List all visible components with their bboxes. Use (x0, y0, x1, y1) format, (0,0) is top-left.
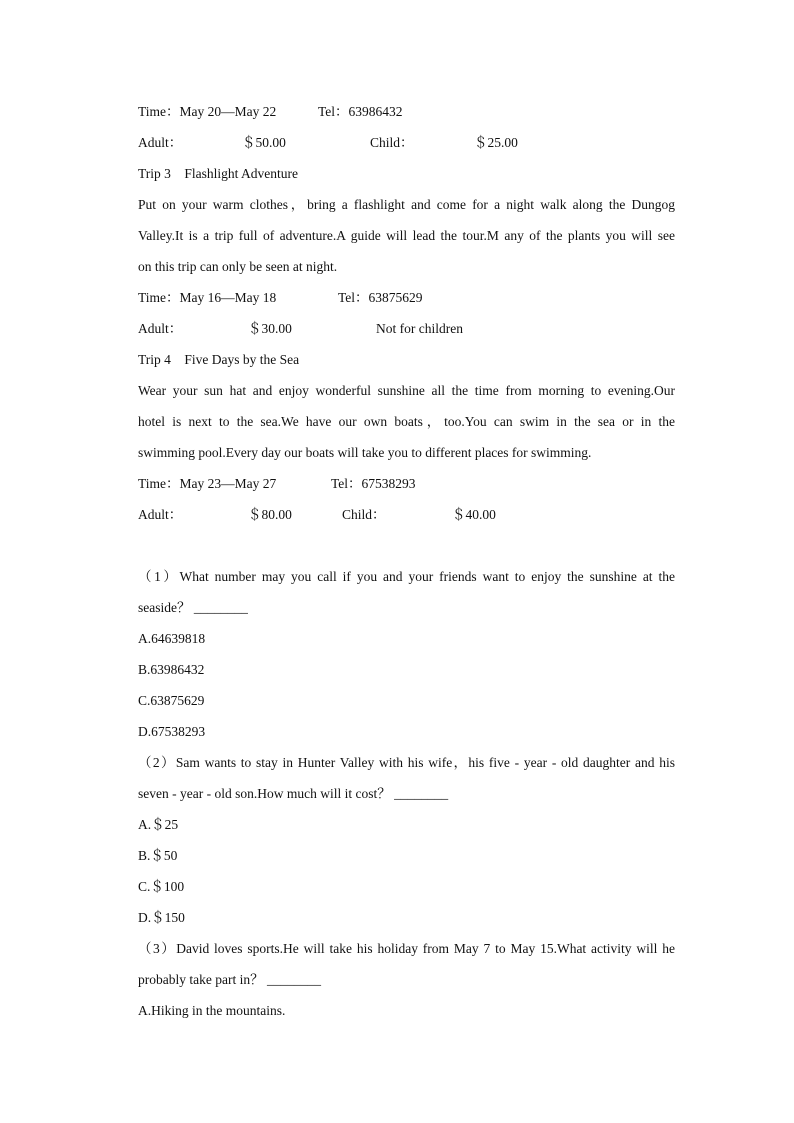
trip4-desc-line2: hotel is next to the sea.We have our own boats，too.You can swim in the sea or in the (138, 414, 675, 429)
q1-option-b: B.63986432 (138, 662, 205, 677)
trip4-time: Time：May 23—May 27 (138, 476, 277, 491)
trip4-tel: Tel：67538293 (331, 476, 416, 491)
trip4-desc-line3: swimming pool.Every day our boats will take you to different places for swimming. (138, 445, 592, 460)
q1-option-a: A.64639818 (138, 631, 206, 646)
q3-option-a: A.Hiking in the mountains. (138, 1003, 286, 1018)
trip3-desc-line2: Valley.It is a trip full of adventure.A guide will lead the tour.M any of the plants you will see (138, 228, 675, 243)
trip3-adult-label: Adult： (138, 321, 183, 336)
trip2-child-price: ＄25.00 (474, 135, 518, 150)
trip3-child-note: Not for children (376, 321, 463, 336)
trip3-price-row (138, 313, 675, 344)
trip3-title: Trip 3 Flashlight Adventure (138, 166, 299, 181)
trip2-adult-price: ＄50.00 (242, 135, 286, 150)
trip3-time-row (138, 282, 675, 313)
trip2-time: Time：May 20—May 22 (138, 104, 277, 119)
section-gap (138, 530, 675, 561)
q1-option-d: D.67538293 (138, 724, 206, 739)
trip4-adult-price: ＄80.00 (248, 507, 292, 522)
trip3-desc-line1: Put on your warm clothes，bring a flashlight and come for a night walk along the Dungog (138, 197, 675, 212)
trip4-time-row (138, 468, 675, 499)
q3-stem-line2: probably take part in？ ________ (138, 972, 321, 987)
q1-option-c: C.63875629 (138, 693, 205, 708)
trip2-adult-label: Adult： (138, 135, 183, 150)
trip2-time-row (138, 96, 675, 127)
trip3-adult-price: ＄30.00 (248, 321, 292, 336)
trip2-price-row (138, 127, 675, 158)
trip4-adult-label: Adult： (138, 507, 183, 522)
q1-stem-line1: （1）What number may you call if you and your friends want to enjoy the sunshine at the (138, 569, 675, 584)
document-page (138, 96, 675, 1026)
trip3-tel: Tel：63875629 (338, 290, 423, 305)
trip4-child-price: ＄40.00 (452, 507, 496, 522)
trip2-child-label: Child： (370, 135, 414, 150)
q3-stem-line1: （3）David loves sports.He will take his holiday from May 7 to May 15.What activity will he (138, 941, 675, 956)
q2-stem-line1: （2）Sam wants to stay in Hunter Valley with his wife，his five - year - old daughter and his (138, 755, 675, 770)
q2-option-c: C.＄100 (138, 879, 185, 894)
q2-option-a: A.＄25 (138, 817, 179, 832)
trip3-time: Time：May 16—May 18 (138, 290, 277, 305)
q2-stem-line2: seven - year - old son.How much will it cost？ ________ (138, 786, 449, 801)
trip2-tel: Tel：63986432 (318, 104, 403, 119)
q1-stem-line2: seaside？ ________ (138, 600, 248, 615)
trip4-price-row (138, 499, 675, 530)
q2-option-b: B.＄50 (138, 848, 178, 863)
trip4-title: Trip 4 Five Days by the Sea (138, 352, 300, 367)
trip4-child-label: Child： (342, 507, 386, 522)
trip3-desc-line3: on this trip can only be seen at night. (138, 259, 338, 274)
trip4-desc-line1: Wear your sun hat and enjoy wonderful sunshine all the time from morning to evening.Our (138, 383, 675, 398)
q2-option-d: D.＄150 (138, 910, 185, 925)
